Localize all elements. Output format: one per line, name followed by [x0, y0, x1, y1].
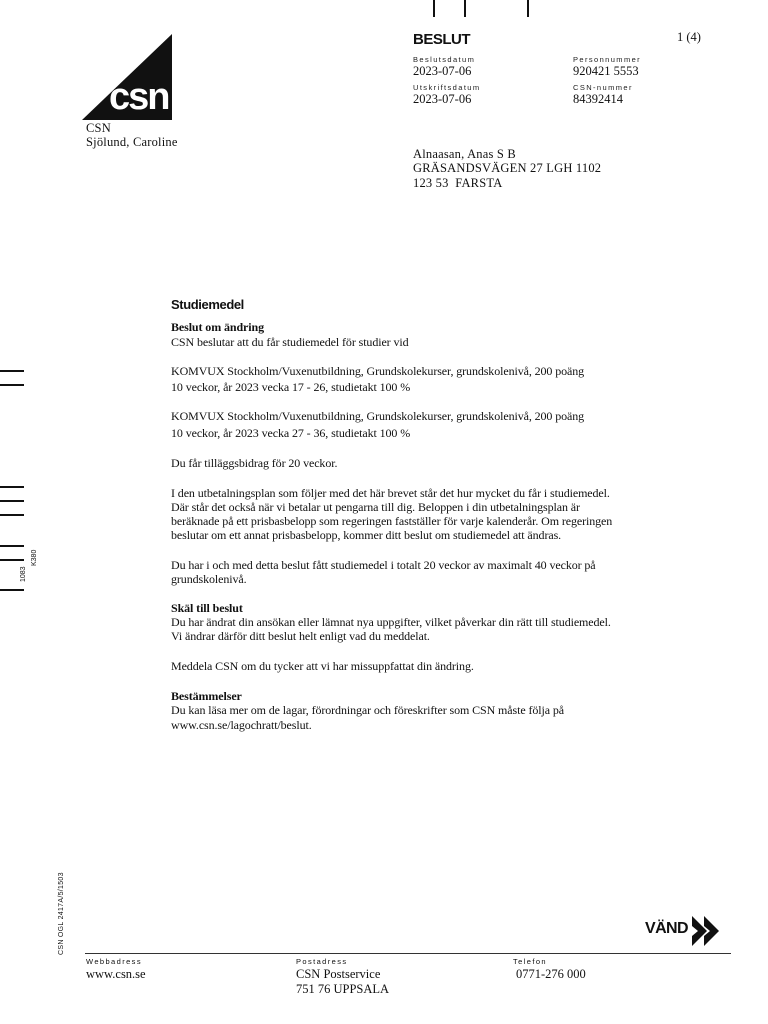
recipient-street: GRÄSANDSVÄGEN 27 LGH 1102 — [413, 161, 602, 175]
side-code: K380 — [31, 549, 38, 566]
paragraph-line: grundskolenivå. — [171, 572, 247, 586]
notify-text: Meddela CSN om du tycker att vi har missuppfattat din ändring. — [171, 659, 474, 673]
csn-number-value: 84392414 — [573, 92, 623, 106]
margin-mark — [0, 545, 24, 547]
recipient-name: Alnaasan, Anas S B — [413, 147, 516, 161]
course-line: 10 veckor, år 2023 vecka 17 - 26, studietakt 100 % — [171, 380, 411, 394]
paragraph-line: Du har ändrat din ansökan eller lämnat nya uppgifter, vilket påverkar din rätt till studiemedel. — [171, 615, 611, 629]
page-number: 1 (4) — [677, 30, 701, 44]
margin-mark — [0, 559, 24, 561]
recipient-postal: 123 53 FARSTA — [413, 176, 503, 190]
logo-text: csn — [109, 76, 169, 118]
csn-logo — [82, 34, 174, 120]
course-line: KOMVUX Stockholm/Vuxenutbildning, Grundskolekurser, grundskolenivå, 200 poäng — [171, 364, 585, 378]
personal-number-value: 920421 5553 — [573, 64, 639, 78]
course-line: 10 veckor, år 2023 vecka 27 - 36, studietakt 100 % — [171, 426, 411, 440]
margin-mark — [0, 589, 24, 591]
footer-phone-label: Telefon — [513, 957, 547, 966]
letter-title: Studiemedel — [171, 297, 244, 312]
footer-postal-label: Postadress — [296, 957, 348, 966]
paragraph-line: beräknade på ett prisbasbelopp som regeringen fastställer för varje kalenderår. Om regeringen — [171, 514, 613, 528]
decision-date-value: 2023-07-06 — [413, 64, 472, 78]
margin-mark — [0, 514, 24, 516]
margin-mark — [0, 370, 24, 372]
print-date-label: Utskriftsdatum — [413, 83, 481, 92]
paragraph-line: Vi ändrar därför ditt beslut helt enligt vad du meddelat. — [171, 629, 430, 643]
footer-postal-line: CSN Postservice — [296, 967, 381, 981]
paragraph-line: Du kan läsa mer om de lagar, förordningar och föreskrifter som CSN måste följa på — [171, 703, 564, 717]
section-heading: Beslut om ändring — [171, 320, 264, 334]
footer-web-value: www.csn.se — [86, 967, 146, 981]
registration-mark — [464, 0, 466, 17]
personal-number-label: Personnummer — [573, 55, 642, 64]
section-heading: Bestämmelser — [171, 689, 242, 703]
sender-person: Sjölund, Caroline — [86, 135, 178, 149]
side-code: 1083 — [20, 566, 27, 582]
double-chevron-right-icon — [692, 916, 726, 946]
doc-type: BESLUT — [413, 31, 470, 48]
paragraph-line: Du har i och med detta beslut fått studiemedel i totalt 20 veckor av maximalt 40 veckor på — [171, 558, 596, 572]
paragraph-line: Där står det också när vi betalar ut pengarna till dig. Beloppen i din utbetalningsplan är — [171, 500, 580, 514]
print-date-value: 2023-07-06 — [413, 92, 472, 106]
footer-rule — [85, 953, 731, 954]
margin-mark — [0, 384, 24, 386]
course-line: KOMVUX Stockholm/Vuxenutbildning, Grundskolekurser, grundskolenivå, 200 poäng — [171, 409, 585, 423]
form-code: CSN OGL 2417A/5/1503 — [58, 872, 65, 955]
csn-number-label: CSN-nummer — [573, 83, 633, 92]
paragraph-line: I den utbetalningsplan som följer med det här brevet står det hur mycket du får i studiemedel. — [171, 486, 610, 500]
section-text: CSN beslutar att du får studiemedel för studier vid — [171, 335, 409, 349]
paragraph-line: beslutar om ett annat prisbasbelopp, kommer ditt beslut om studiemedel att ändras. — [171, 528, 562, 542]
footer-postal-line: 751 76 UPPSALA — [296, 982, 390, 996]
footer-phone-value: 0771-276 000 — [516, 967, 586, 981]
supplement-text: Du får tilläggsbidrag för 20 veckor. — [171, 456, 338, 470]
sender-org: CSN — [86, 121, 111, 135]
margin-mark — [0, 486, 24, 488]
section-heading: Skäl till beslut — [171, 601, 243, 615]
paragraph-line: www.csn.se/lagochratt/beslut. — [171, 718, 312, 732]
decision-date-label: Beslutsdatum — [413, 55, 476, 64]
registration-mark — [527, 0, 529, 17]
turn-label: VÄND — [645, 920, 688, 937]
margin-mark — [0, 500, 24, 502]
registration-mark — [433, 0, 435, 17]
footer-web-label: Webbadress — [86, 957, 142, 966]
